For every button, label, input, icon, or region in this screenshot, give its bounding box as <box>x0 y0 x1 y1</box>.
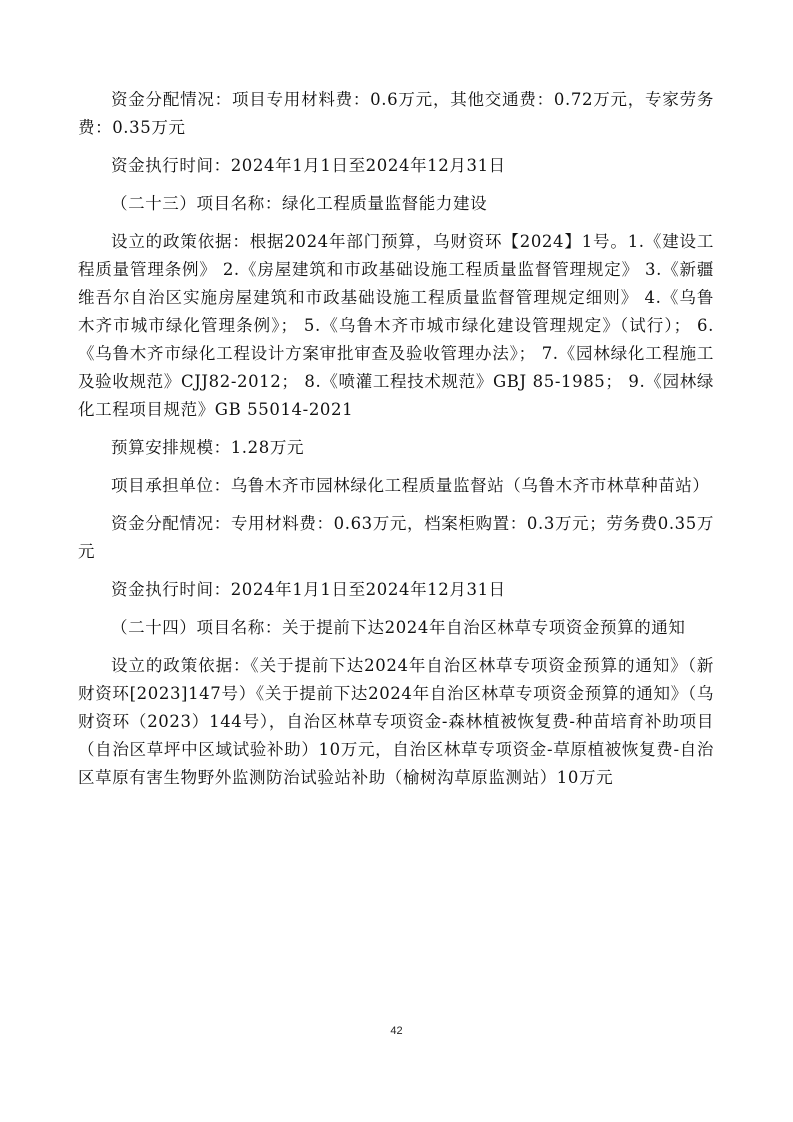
paragraph-policy-basis-24: 设立的政策依据：《关于提前下达2024年自治区林草专项资金预算的通知》（新财资环[2023]147号）《关于提前下达2024年自治区林草专项资金预算的通知》（乌财资环（2023）144号），自治区林草专项资金-森林植被恢复费-种苗培育补助项目（自治区草坪中区域试验补助）10万元，自治区林草专项资金-草原植被恢复费-自治区草原有害生物野外监测防治试验站补助（榆树沟草原监测站）10万元 <box>78 656 714 787</box>
paragraph-funding-allocation-23: 资金分配情况：专用材料费：0.63万元，档案柜购置：0.3万元；劳务费0.35万元 <box>78 514 714 561</box>
paragraph-undertaking-unit-23: 项目承担单位：乌鲁木齐市园林绿化工程质量监督站（乌鲁木齐市林草种苗站） <box>111 476 710 495</box>
paragraph-funding-allocation-1: 资金分配情况：项目专用材料费：0.6万元，其他交通费：0.72万元，专家劳务费：0.35万元 <box>78 90 714 137</box>
document-body <box>78 86 714 802</box>
paragraph-execution-time-23: 资金执行时间：2024年1月1日至2024年12月31日 <box>111 580 506 599</box>
paragraph-budget-scale-23: 预算安排规模：1.28万元 <box>111 438 305 457</box>
paragraph-project-24-title: （二十四）项目名称：关于提前下达2024年自治区林草专项资金预算的通知 <box>111 618 686 637</box>
paragraph-policy-basis-23: 设立的政策依据：根据2024年部门预算，乌财资环【2024】1号。1.《建设工程质量管理条例》 2.《房屋建筑和市政基础设施工程质量监督管理规定》 3.《新疆维吾尔自治区实施房屋建筑和市政基础设施工程质量监督管理规定细则》 4.《乌鲁木齐市城市绿化管理条例》； 5.《乌鲁木齐市城市绿化建设管理规定》（试行）； 6.《乌鲁木齐市绿化工程设计方案审批审查及验收管理办法》； 7.《园林绿化工程施工及验收规范》CJJ82-2012； 8.《喷灌工程技术规范》GBJ 85-1985； 9.《园林绿化工程项目规范》GB 55014-2021 <box>78 232 714 419</box>
paragraph-execution-time-1: 资金执行时间：2024年1月1日至2024年12月31日 <box>111 156 506 175</box>
paragraph-project-23-title: （二十三）项目名称：绿化工程质量监督能力建设 <box>111 194 488 213</box>
page-number: 42 <box>390 1025 403 1037</box>
